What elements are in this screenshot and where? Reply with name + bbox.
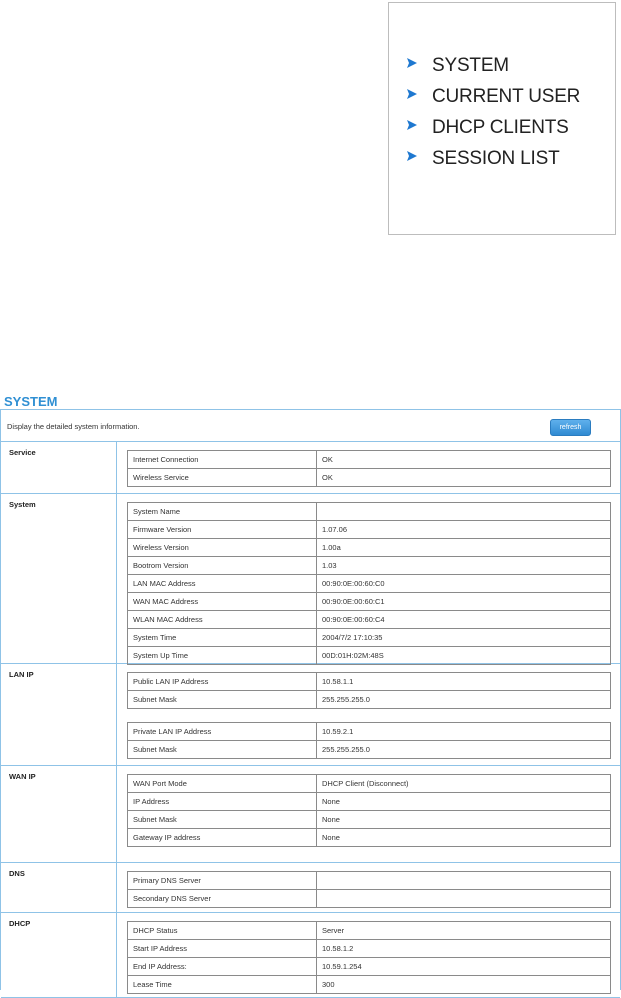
menu-item-session-list[interactable] xyxy=(406,143,580,174)
field-label: Firmware Version xyxy=(128,521,317,539)
field-label: Public LAN IP Address xyxy=(128,673,317,691)
section-divider xyxy=(116,913,117,997)
field-value xyxy=(317,872,611,890)
section-label: DNS xyxy=(9,869,25,878)
info-table xyxy=(127,722,611,759)
arrow-right-icon xyxy=(406,118,418,130)
system-info-panel xyxy=(0,409,621,990)
table-row xyxy=(128,629,611,647)
field-label: WAN MAC Address xyxy=(128,593,317,611)
field-value: 1.07.06 xyxy=(317,521,611,539)
field-label: WAN Port Mode xyxy=(128,775,317,793)
field-value: 255.255.255.0 xyxy=(317,691,611,709)
field-value: 00:90:0E:00:60:C4 xyxy=(317,611,611,629)
field-label: System Up Time xyxy=(128,647,317,665)
field-value: 00:90:0E:00:60:C1 xyxy=(317,593,611,611)
menu-item-label: SYSTEM xyxy=(432,54,509,76)
field-value: 10.58.1.2 xyxy=(317,940,611,958)
field-label: DHCP Status xyxy=(128,922,317,940)
table-row xyxy=(128,829,611,847)
section-label: WAN IP xyxy=(9,772,36,781)
menu-item-label: DHCP CLIENTS xyxy=(432,116,569,138)
menu-item-system[interactable] xyxy=(406,50,580,81)
menu-panel xyxy=(388,2,616,235)
table-row xyxy=(128,539,611,557)
field-value: 10.59.1.254 xyxy=(317,958,611,976)
table-row xyxy=(128,775,611,793)
table-row xyxy=(128,469,611,487)
table-row xyxy=(128,940,611,958)
field-label: Wireless Version xyxy=(128,539,317,557)
field-label: Wireless Service xyxy=(128,469,317,487)
info-table xyxy=(127,450,611,487)
table-row xyxy=(128,793,611,811)
table-row xyxy=(128,503,611,521)
field-value: 10.59.2.1 xyxy=(317,723,611,741)
field-value: OK xyxy=(317,451,611,469)
field-value xyxy=(317,890,611,908)
field-label: Secondary DNS Server xyxy=(128,890,317,908)
field-value: 255.255.255.0 xyxy=(317,741,611,759)
arrow-right-icon xyxy=(406,87,418,99)
field-label: System Time xyxy=(128,629,317,647)
refresh-button[interactable]: refresh xyxy=(550,419,591,436)
field-value xyxy=(317,503,611,521)
table-row xyxy=(128,691,611,709)
field-value: None xyxy=(317,829,611,847)
field-value: None xyxy=(317,811,611,829)
table-row xyxy=(128,593,611,611)
table-row xyxy=(128,811,611,829)
info-table xyxy=(127,672,611,709)
menu-list xyxy=(406,50,580,174)
section-label: LAN IP xyxy=(9,670,34,679)
section-dhcp xyxy=(1,913,620,998)
field-label: System Name xyxy=(128,503,317,521)
field-label: Subnet Mask xyxy=(128,691,317,709)
menu-item-current-user[interactable] xyxy=(406,81,580,112)
section-system xyxy=(1,494,620,664)
info-table xyxy=(127,921,611,994)
arrow-right-icon xyxy=(406,149,418,161)
field-label: Start IP Address xyxy=(128,940,317,958)
info-table xyxy=(127,502,611,665)
menu-item-label: CURRENT USER xyxy=(432,85,581,107)
field-label: End IP Address: xyxy=(128,958,317,976)
menu-item-dhcp-clients[interactable] xyxy=(406,112,580,143)
table-row xyxy=(128,872,611,890)
field-value: 00:90:0E:00:60:C0 xyxy=(317,575,611,593)
table-row xyxy=(128,673,611,691)
section-label: DHCP xyxy=(9,919,31,928)
info-table xyxy=(127,871,611,908)
section-divider xyxy=(116,494,117,663)
menu-item-label: SESSION LIST xyxy=(432,147,560,169)
table-row xyxy=(128,557,611,575)
table-row xyxy=(128,521,611,539)
description-row xyxy=(1,410,620,442)
table-row xyxy=(128,723,611,741)
table-row xyxy=(128,922,611,940)
page-description: Display the detailed system information. xyxy=(7,422,140,431)
section-service xyxy=(1,442,620,494)
section-label: Service xyxy=(9,448,36,457)
field-label: Gateway IP address xyxy=(128,829,317,847)
table-row xyxy=(128,451,611,469)
section-dns xyxy=(1,863,620,913)
section-wan-ip xyxy=(1,766,620,863)
field-label: LAN MAC Address xyxy=(128,575,317,593)
field-value: 1.00a xyxy=(317,539,611,557)
field-label: Private LAN IP Address xyxy=(128,723,317,741)
field-label: Lease Time xyxy=(128,976,317,994)
section-divider xyxy=(116,766,117,862)
table-row xyxy=(128,647,611,665)
page-title: SYSTEM xyxy=(4,394,58,409)
field-value: 2004/7/2 17:10:35 xyxy=(317,629,611,647)
field-label: IP Address xyxy=(128,793,317,811)
field-value: OK xyxy=(317,469,611,487)
field-label: Subnet Mask xyxy=(128,741,317,759)
table-row xyxy=(128,575,611,593)
section-divider xyxy=(116,442,117,493)
section-divider xyxy=(116,863,117,912)
field-value: None xyxy=(317,793,611,811)
field-value: 00D:01H:02M:48S xyxy=(317,647,611,665)
field-label: Subnet Mask xyxy=(128,811,317,829)
field-label: Internet Connection xyxy=(128,451,317,469)
info-table xyxy=(127,774,611,847)
field-value: 300 xyxy=(317,976,611,994)
field-label: Bootrom Version xyxy=(128,557,317,575)
field-value: DHCP Client (Disconnect) xyxy=(317,775,611,793)
table-row xyxy=(128,890,611,908)
section-lan-ip xyxy=(1,664,620,766)
table-row xyxy=(128,741,611,759)
field-label: Primary DNS Server xyxy=(128,872,317,890)
field-label: WLAN MAC Address xyxy=(128,611,317,629)
field-value: 1.03 xyxy=(317,557,611,575)
table-row xyxy=(128,611,611,629)
arrow-right-icon xyxy=(406,56,418,68)
table-row xyxy=(128,976,611,994)
table-row xyxy=(128,958,611,976)
section-divider xyxy=(116,664,117,765)
section-label: System xyxy=(9,500,36,509)
field-value: Server xyxy=(317,922,611,940)
field-value: 10.58.1.1 xyxy=(317,673,611,691)
